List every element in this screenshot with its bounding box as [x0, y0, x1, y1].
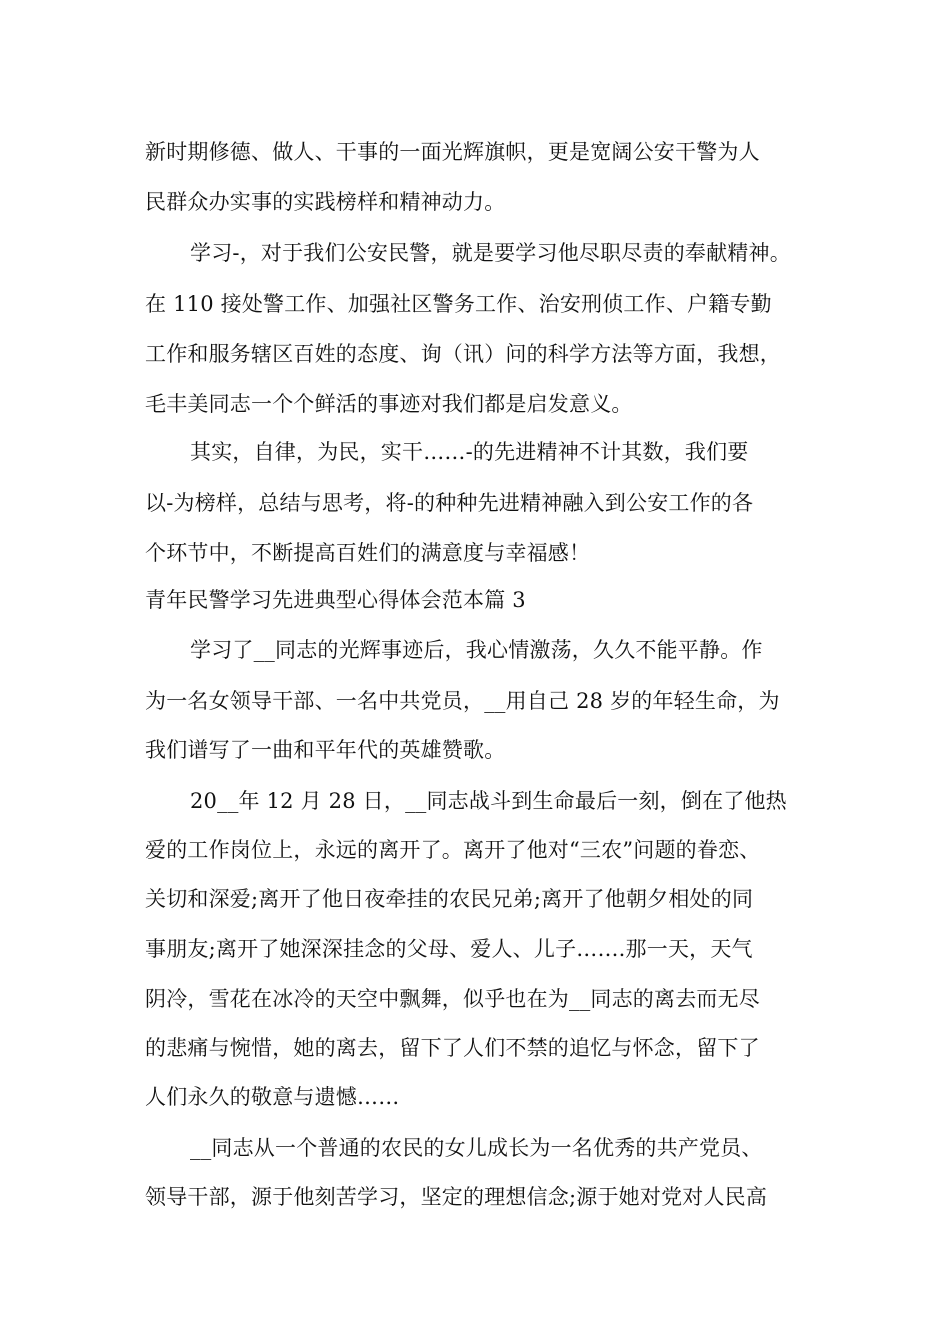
paragraph-start-line: __同志从一个普通的农民的女儿成长为一名优秀的共产党员、: [190, 1136, 763, 1160]
text-line: 阴冷，雪花在冰冷的天空中飘舞，似乎也在为__同志的离去而无尽: [145, 987, 760, 1011]
text-line: 在 110 接处警工作、加强社区警务工作、治安刑侦工作、户籍专勤: [145, 292, 772, 316]
text-line: 的悲痛与惋惜，她的离去，留下了人们不禁的追忆与怀念，留下了: [145, 1036, 760, 1060]
paragraph-start-line: 其实，自律，为民，实干……-的先进精神不计其数，我们要: [190, 440, 749, 464]
text-line: 工作和服务辖区百姓的态度、询（讯）问的科学方法等方面，我想，: [145, 342, 781, 366]
text-line: 个环节中，不断提高百姓们的满意度与幸福感！: [145, 541, 591, 565]
text-line: 民群众办实事的实践榜样和精神动力。: [145, 190, 506, 214]
section-heading: 青年民警学习先进典型心得体会范本篇 3: [145, 588, 526, 612]
text-line: 领导干部，源于他刻苦学习，坚定的理想信念;源于她对党对人民高: [145, 1185, 768, 1209]
text-line: 新时期修德、做人、干事的一面光辉旗帜，更是宽阔公安干警为人: [145, 140, 760, 164]
text-line: 关切和深爱;离开了他日夜牵挂的农民兄弟;离开了他朝夕相处的同: [145, 887, 754, 911]
paragraph-start-line: 学习了__同志的光辉事迹后，我心情激荡，久久不能平静。作: [190, 638, 763, 662]
text-line: 毛丰美同志一个个鲜活的事迹对我们都是启发意义。: [145, 392, 633, 416]
text-line: 为一名女领导干部、一名中共党员，__用自己 28 岁的年轻生命，为: [145, 689, 780, 713]
text-line: 以-为榜样，总结与思考，将-的种种先进精神融入到公安工作的各: [145, 491, 754, 515]
text-line: 事朋友;离开了她深深挂念的父母、爱人、儿子…….那一天，天气: [145, 937, 753, 961]
text-line: 爱的工作岗位上，永远的离开了。离开了他对“三农”问题的眷恋、: [145, 838, 761, 862]
text-line: 人们永久的敬意与遗憾……: [145, 1085, 400, 1109]
paragraph-start-line: 学习-，对于我们公安民警，就是要学习他尽职尽责的奉献精神。: [190, 241, 791, 265]
text-line: 我们谱写了一曲和平年代的英雄赞歌。: [145, 738, 506, 762]
paragraph-start-line: 20__年 12 月 28 日，__同志战斗到生命最后一刻，倒在了他热: [190, 789, 787, 813]
